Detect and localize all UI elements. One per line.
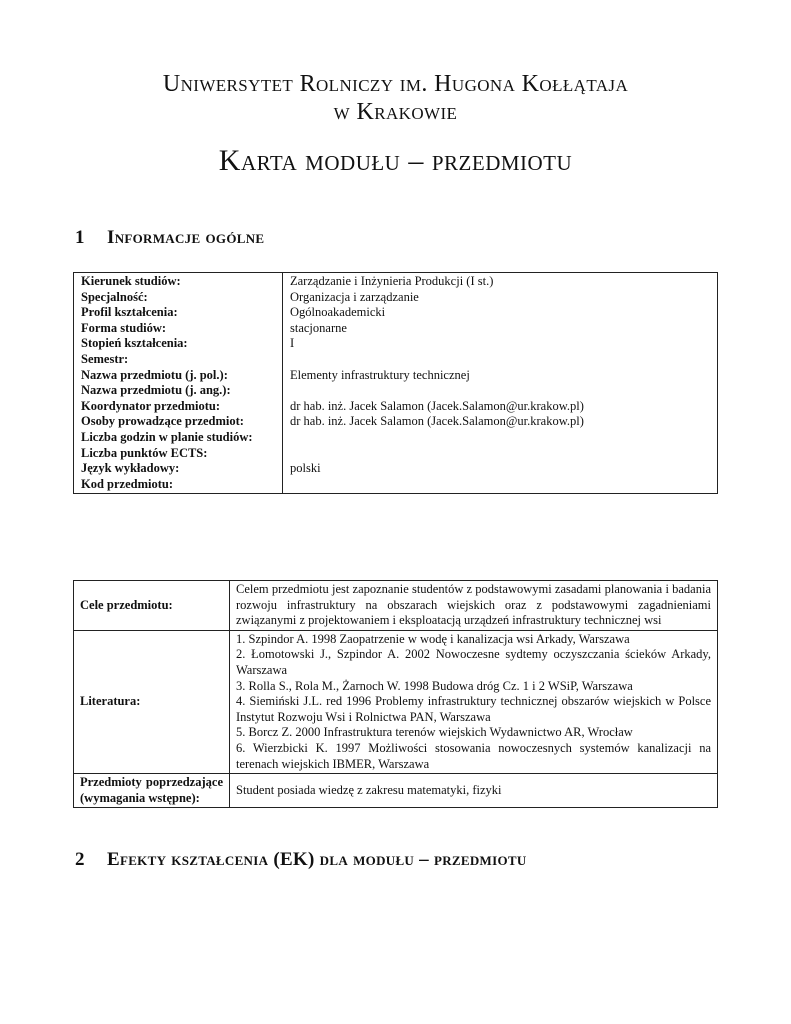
table-row bbox=[74, 446, 718, 462]
table-row bbox=[74, 383, 718, 399]
table-row bbox=[74, 290, 718, 306]
field-value: polski bbox=[290, 461, 321, 476]
university-name-line2: w Krakowie bbox=[333, 99, 458, 125]
field-label: Osoby prowadzące przedmiot: bbox=[74, 414, 283, 430]
table-row bbox=[74, 461, 718, 477]
table-row bbox=[74, 321, 718, 337]
field-label: Przedmioty poprzedzające (wymagania wstępne): bbox=[74, 774, 230, 808]
field-value: Ogólnoakademicki bbox=[290, 305, 386, 320]
table-row bbox=[74, 430, 718, 446]
field-value: Zarządzanie i Inżynieria Produkcji (I st.) bbox=[290, 274, 494, 288]
document-title: Karta modułu – przedmiotu bbox=[218, 144, 573, 177]
field-value: dr hab. inż. Jacek Salamon (Jacek.Salamon@ur.krakow.pl) bbox=[290, 398, 584, 413]
section-heading-general-info bbox=[75, 227, 264, 249]
table-row bbox=[74, 630, 718, 773]
field-value bbox=[283, 383, 718, 399]
table-row bbox=[74, 368, 718, 384]
table-row bbox=[74, 336, 718, 352]
field-label: Forma studiów: bbox=[74, 321, 283, 337]
field-label: Semestr: bbox=[74, 352, 283, 368]
course-details-table bbox=[73, 580, 718, 808]
field-label: Język wykładowy: bbox=[74, 461, 283, 477]
field-label: Liczba godzin w planie studiów: bbox=[74, 430, 283, 446]
table-row bbox=[74, 399, 718, 415]
field-value: dr hab. inż. Jacek Salamon (Jacek.Salamon@ur.krakow.pl) bbox=[290, 414, 584, 429]
field-label: Koordynator przedmiotu: bbox=[74, 399, 283, 415]
section-heading-learning-outcomes bbox=[75, 849, 527, 871]
section-number: 1 bbox=[75, 227, 85, 248]
literature-list bbox=[230, 630, 718, 773]
table-row bbox=[74, 581, 718, 631]
list-item: 6. Wierzbicki K. 1997 Możliwości stosowania nowoczesnych systemów kanalizacji na terenach wiejskich IBMER, Warszawa bbox=[236, 740, 711, 771]
field-value: Elementy infrastruktury technicznej bbox=[290, 367, 470, 382]
field-label: Specjalność: bbox=[74, 290, 283, 306]
field-label: Nazwa przedmiotu (j. pol.): bbox=[74, 368, 283, 384]
field-label: Kod przedmiotu: bbox=[74, 477, 283, 494]
general-info-table bbox=[73, 272, 718, 494]
table-row bbox=[74, 414, 718, 430]
field-label: Literatura: bbox=[74, 630, 230, 773]
list-item: 3. Rolla S., Rola M., Żarnoch W. 1998 Budowa dróg Cz. 1 i 2 WSiP, Warszawa bbox=[236, 678, 633, 693]
list-item: 5. Borcz Z. 2000 Infrastruktura terenów wiejskich Wydawnictwo AR, Wrocław bbox=[236, 725, 633, 740]
field-label: Stopień kształcenia: bbox=[74, 336, 283, 352]
field-label: Nazwa przedmiotu (j. ang.): bbox=[74, 383, 283, 399]
field-value bbox=[283, 430, 718, 446]
field-value bbox=[283, 446, 718, 462]
university-name-line1: Uniwersytet Rolniczy im. Hugona Kołłątaja bbox=[162, 71, 629, 97]
field-value: I bbox=[290, 336, 295, 351]
field-value bbox=[283, 352, 718, 368]
table-row bbox=[74, 477, 718, 494]
university-name bbox=[0, 70, 791, 126]
table-row bbox=[74, 273, 718, 290]
list-item: 4. Siemiński J.L. red 1996 Problemy infrastruktury technicznej obszarów wiejskich w Polsce Instytut Rozwoju Wsi i Rolnictwa PAN, Warszawa bbox=[236, 694, 711, 724]
section-number: 2 bbox=[75, 849, 85, 870]
section-title: Informacje ogólne bbox=[107, 227, 265, 248]
field-value: Student posiada wiedzę z zakresu matematyki, fizyki bbox=[230, 774, 718, 808]
table-row bbox=[74, 305, 718, 321]
table-row bbox=[74, 352, 718, 368]
field-label: Kierunek studiów: bbox=[74, 273, 283, 290]
section-title: Efekty kształcenia (EK) dla modułu – przedmiotu bbox=[107, 849, 527, 870]
field-label: Cele przedmiotu: bbox=[74, 581, 230, 631]
list-item: 1. Szpindor A. 1998 Zaopatrzenie w wodę i kanalizacja wsi Arkady, Warszawa bbox=[236, 631, 630, 646]
field-value: Organizacja i zarządzanie bbox=[290, 289, 419, 304]
list-item: 2. Łomotowski J., Szpindor A. 2002 Nowoczesne sydtemy oczyszczania ścieków Arkady, Warszawa bbox=[236, 647, 711, 677]
field-value bbox=[283, 477, 718, 494]
field-label: Liczba punktów ECTS: bbox=[74, 446, 283, 462]
field-value: Celem przedmiotu jest zapoznanie studentów z podstawowymi zasadami planowania i badania rozwoju infrastruktury na obszarach wiejskich oraz z podstawowymi zagadnieniami związanymi z projektowaniem i eksploatacją urządzeń infrastruktury technicznej wsi bbox=[230, 581, 718, 631]
table-row bbox=[74, 774, 718, 808]
field-value: stacjonarne bbox=[290, 320, 347, 335]
field-label: Profil kształcenia: bbox=[74, 305, 283, 321]
